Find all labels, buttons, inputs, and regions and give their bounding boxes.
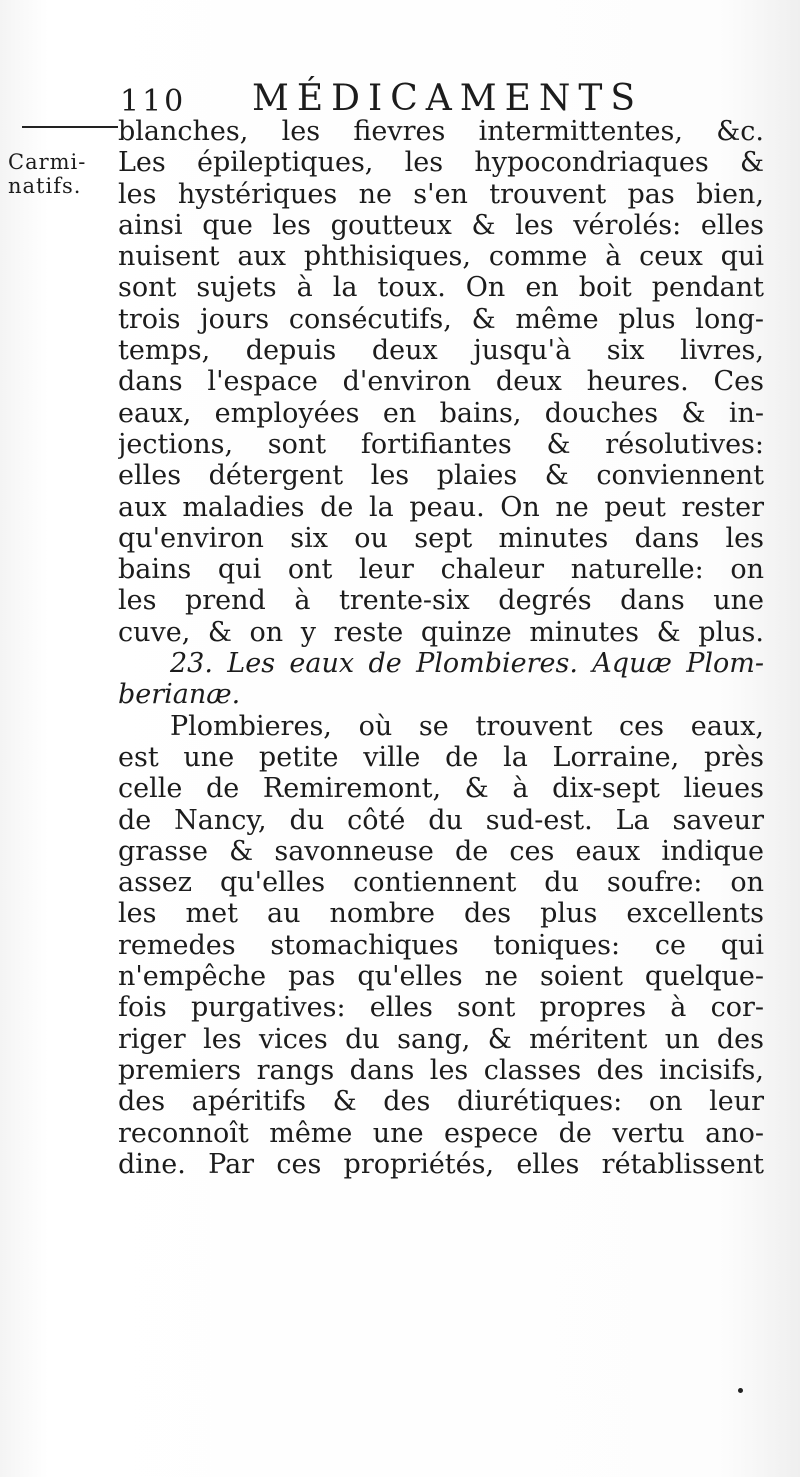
text-line: les hystériques ne s'en trouvent pas bien,	[118, 178, 764, 210]
text-line: assez qu'elles contiennent du soufre: on	[118, 867, 764, 899]
ink-speck	[738, 1388, 743, 1393]
section-heading: 23. Les eaux de Plombieres. Aquæ Plom-	[170, 648, 764, 680]
running-head-title: MÉDICAMENTS	[252, 78, 644, 119]
text-line: eaux, employées en bains, douches & in-	[118, 397, 764, 429]
text-line: elles détergent les plaies & conviennent	[118, 460, 764, 492]
text-line: les prend à trente-six degrés dans une	[118, 585, 764, 617]
text-line: qu'environ six ou sept minutes dans les	[118, 522, 764, 554]
section-heading-continued: berianæ.	[118, 679, 241, 711]
margin-note	[8, 150, 114, 198]
text-line: dine. Par ces propriétés, elles rétablissent	[118, 1148, 764, 1180]
text-line: sont sujets à la toux. On en boit pendant	[118, 272, 764, 304]
text-line: nuisent aux phthisiques, comme à ceux qui	[118, 241, 764, 273]
text-line: fois purgatives: elles sont propres à cor-	[118, 992, 764, 1024]
margin-note-line: natifs.	[8, 174, 82, 198]
text-line: reconnoît même une espece de vertu ano-	[118, 1117, 764, 1149]
text-line: de Nancy, du côté du sud-est. La saveur	[118, 804, 764, 836]
body-text	[118, 116, 764, 1180]
text-line: des apéritifs & des diurétiques: on leur	[118, 1086, 764, 1118]
page-number: 110	[120, 84, 187, 119]
text-line: grasse & savonneuse de ces eaux indique	[118, 835, 764, 867]
text-line: ainsi que les goutteux & les vérolés: elles	[118, 209, 764, 241]
margin-note-line: Carmi-	[8, 150, 87, 174]
text-line: les met au nombre des plus excellents	[118, 898, 764, 930]
text-line: trois jours consécutifs, & même plus long-	[118, 303, 764, 335]
text-line: riger les vices du sang, & méritent un des	[118, 1023, 764, 1055]
margin-rule	[22, 126, 118, 128]
text-line: premiers rangs dans les classes des incisifs,	[118, 1054, 764, 1086]
text-line: remedes stomachiques toniques: ce qui	[118, 929, 764, 961]
running-head	[120, 78, 644, 119]
text-line: celle de Remiremont, & à dix-sept lieues	[118, 773, 764, 805]
text-line: cuve, & on y reste quinze minutes & plus.	[118, 616, 764, 648]
text-line: jections, sont fortifiantes & résolutives:	[118, 428, 764, 460]
text-line: dans l'espace d'environ deux heures. Ces	[118, 366, 764, 398]
paragraph-start: Plombieres, où se trouvent ces eaux,	[170, 710, 764, 742]
text-line: aux maladies de la peau. On ne peut rester	[118, 491, 764, 523]
text-line: bains qui ont leur chaleur naturelle: on	[118, 554, 764, 586]
text-line: blanches, les fievres intermittentes, &c.	[118, 116, 764, 147]
text-line: Les épileptiques, les hypocondriaques &	[118, 147, 764, 179]
text-line: temps, depuis deux jusqu'à six livres,	[118, 335, 764, 367]
text-line: est une petite ville de la Lorraine, près	[118, 741, 764, 773]
text-line: n'empêche pas qu'elles ne soient quelque-	[118, 961, 764, 993]
